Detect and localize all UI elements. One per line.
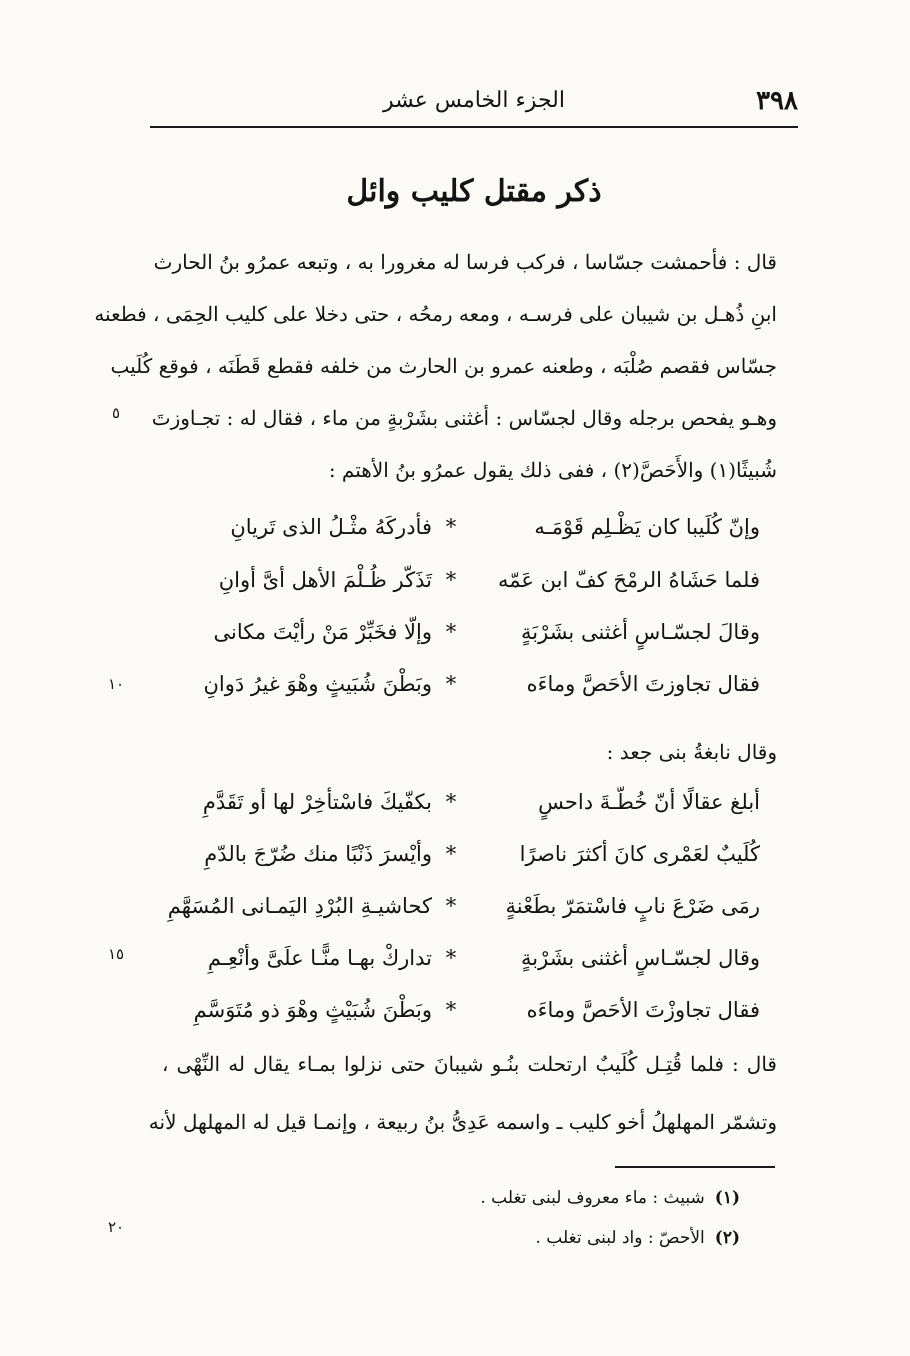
verse-line [200, 790, 760, 830]
footnote-text: الأحصّ : واد لبنى تغلب . [535, 1228, 705, 1248]
verse-line [200, 672, 760, 712]
verse-line [200, 620, 760, 660]
footnote-number: (٢) [714, 1228, 740, 1248]
verse-separator: * [445, 620, 457, 644]
verse-separator: * [445, 894, 457, 918]
verse-first-hemistich: أبلغ عقالًا أنّ خُطّـةَ داحسٍ [538, 790, 760, 814]
verse-second-hemistich: وبَطْنَ شُبَيثٍ وهْوَ غيرُ دَوانِ [203, 672, 432, 696]
poem-intro: وقال نابغةُ بنى جعد : [606, 740, 777, 764]
verse-first-hemistich: رمَى ضَرْعَ نابٍ فاسْتمَرّ بطَعْنةٍ [505, 894, 760, 918]
verse-separator: * [445, 515, 457, 539]
verse-line [200, 842, 760, 882]
footnote [300, 1228, 740, 1248]
verse-separator: * [445, 998, 457, 1022]
verse-first-hemistich: وقال لجسّـاسٍ أغثنى بشَرْبةٍ [521, 946, 760, 970]
prose-line: شُبيثًا(١) والأَحَصَّ(٢) ، ففى ذلك يقول عمرُو بنُ الأهتم : [328, 458, 777, 482]
verse-separator: * [445, 946, 457, 970]
verse-second-hemistich: تداركْ بهـا منًّـا علَىَّ وأنْعِـمِ [207, 946, 432, 970]
footnote [300, 1188, 740, 1208]
margin-line-number: ٢٠ [107, 1218, 125, 1236]
verse-separator: * [445, 790, 457, 814]
verse-second-hemistich: كحاشيـةِ البُرْدِ اليَمـانى المُسَهَّمِ [167, 894, 432, 918]
verse-first-hemistich: فلما حَشَاهُ الرمْحَ كفّ ابن عَمّه [498, 568, 760, 592]
page-header [150, 86, 798, 126]
verse-second-hemistich: فأدركَهُ مثْـلُ الذى تَريانِ [230, 515, 432, 539]
verse-line [167, 894, 760, 934]
verse-first-hemistich: وإنّ كُلَيبا كان يَظْـلِم قَوْمَـه [534, 515, 760, 539]
prose-line: قال : فأحمشت جسّاسا ، فركب فرسا له مغرورا به ، وتبعه عمرُو بنُ الحارث [153, 250, 777, 274]
verse-line [200, 515, 760, 555]
verse-first-hemistich: وقالَ لجسّـاسٍ أغثنى بشَرْبَةٍ [521, 620, 760, 644]
verse-line [200, 946, 760, 986]
verse-second-hemistich: وبَطْنَ شُبَيْثٍ وهْوَ ذو مُتَوَسَّمِ [193, 998, 432, 1022]
header-rule [150, 126, 798, 128]
prose-line: قال : فلما قُتِـل كُلَيبٌ ارتحلت بنُـو شيبانَ حتى نزلوا بمـاء يقال له النِّهْى ، [162, 1052, 777, 1076]
verse-second-hemistich: بكفّيكَ فاسْتأخِرْ لها أو تَقَدَّمِ [202, 790, 432, 814]
footnote-number: (١) [714, 1188, 740, 1208]
verse-separator: * [445, 842, 457, 866]
verse-second-hemistich: وأيْسرَ ذَنْبًا منك ضُرّجَ بالدّمِ [204, 842, 432, 866]
verse-separator: * [445, 568, 457, 592]
verse-second-hemistich: وإلّا فخَبِّرْ مَنْ رأيْتَ مكانى [213, 620, 432, 644]
margin-line-number: ١٠ [107, 675, 125, 693]
verse-first-hemistich: فقال تجاوزْتَ الأحَصَّ وماءَه [526, 998, 760, 1022]
verse-line [193, 998, 760, 1038]
prose-line: جسّاس فقصم صُلْبَه ، وطعنه عمرو بن الحارث من خلفه فقطع قَطَنَه ، فوقع كُلَيب [110, 354, 777, 378]
verse-line [200, 568, 760, 608]
margin-line-number: ١٥ [107, 945, 125, 963]
footnote-text: شبيث : ماء معروف لبنى تغلب . [480, 1188, 705, 1208]
verse-second-hemistich: تَذَكّر ظُـلْمَ الأهل أىَّ أوانِ [218, 568, 432, 592]
prose-line: وهـو يفحص برجله وقال لجسّاس : أغثنى بشَرْبةٍ من ماء ، فقال له : تجـاوزتَ [151, 406, 777, 430]
margin-line-number: ٥ [111, 404, 121, 422]
prose-line: وتشمّر المهلهلُ أخو كليب ـ واسمه عَدِىُّ بنُ ربيعة ، وإنمـا قيل له المهلهل لأنه [148, 1110, 777, 1134]
prose-line: ابنِ ذُهـل بن شيبان على فرسـه ، ومعه رمحُه ، حتى دخلا على كليب الحِمَى ، فطعنه [94, 302, 777, 326]
verse-separator: * [445, 672, 457, 696]
footnote-rule [615, 1166, 775, 1168]
section-title: ذكر مقتل كليب وائل [346, 174, 602, 209]
page-number: ٣٩٨ [756, 86, 798, 116]
verse-first-hemistich: فقال تجاوزتَ الأحَصَّ وماءَه [526, 672, 760, 696]
verse-first-hemistich: كُلَيبٌ لعَمْرى كانَ أكثرَ ناصرًا [519, 842, 760, 866]
running-title: الجزء الخامس عشر [383, 88, 565, 113]
